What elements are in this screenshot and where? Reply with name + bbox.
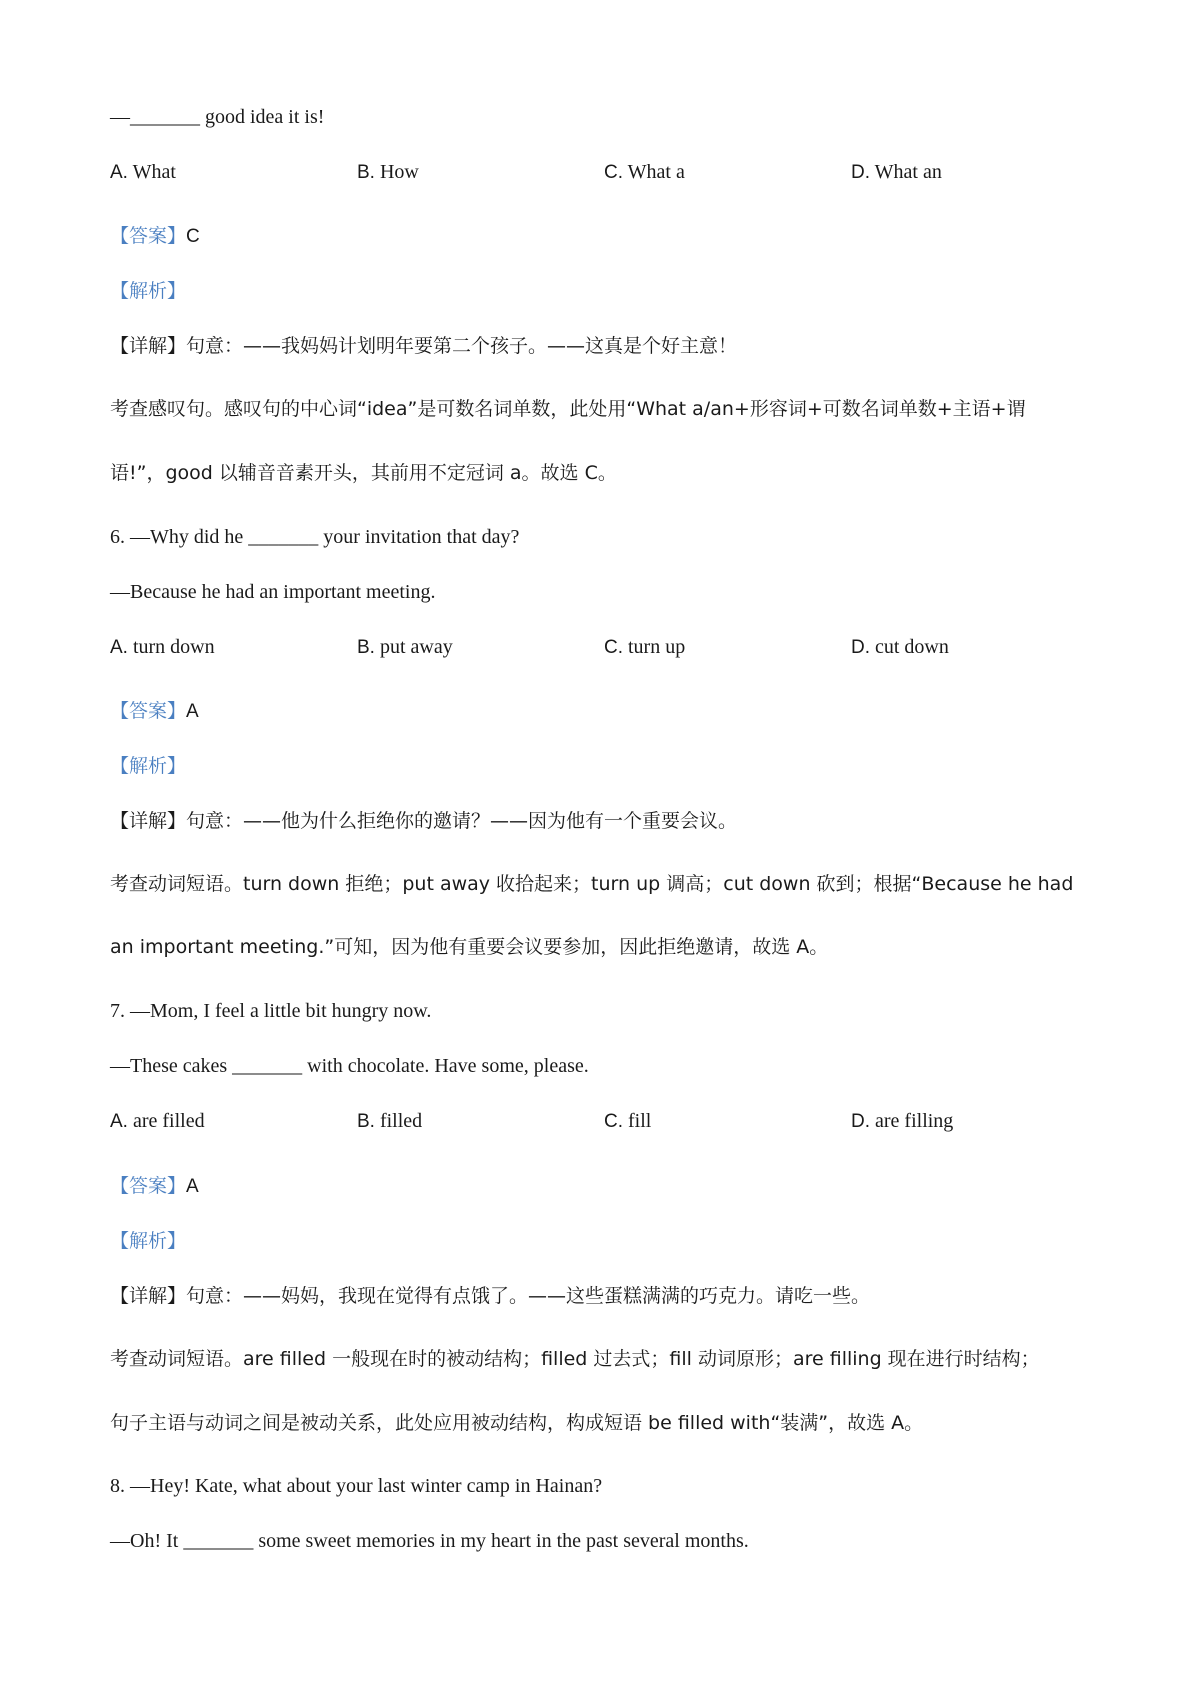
q6-detail: 【详解】句意：——他为什么拒绝你的邀请？——因为他有一个重要会议。 [110, 810, 738, 832]
q7-option-d[interactable]: D. are filling [851, 1110, 954, 1132]
q7-option-c[interactable]: C. fill [604, 1110, 652, 1132]
q7-option-b[interactable]: B. filled [357, 1110, 423, 1132]
q5-stem-line: —_______ good idea it is! [110, 106, 325, 128]
q7-stem-line2: —These cakes _______ with chocolate. Have some, please. [110, 1055, 589, 1077]
q7-answer: 【答案】A [110, 1175, 199, 1197]
q7-detail: 【详解】句意：——妈妈，我现在觉得有点饿了。——这些蛋糕满满的巧克力。请吃一些。 [110, 1285, 871, 1307]
q6-analysis-label: 【解析】 [110, 755, 187, 777]
q5-analysis-label: 【解析】 [110, 280, 187, 302]
q8-stem-line1: 8. —Hey! Kate, what about your last winter camp in Hainan? [110, 1475, 603, 1497]
q6-option-b[interactable]: B. put away [357, 636, 453, 658]
q8-stem-line2: —Oh! It _______ some sweet memories in my heart in the past several months. [110, 1530, 749, 1552]
q6-stem-line2: —Because he had an important meeting. [110, 581, 436, 603]
q7-explanation-line1: 考查动词短语。are filled 一般现在时的被动结构；filled 过去式；fill 动词原形；are filling 现在进行时结构； [110, 1348, 1040, 1370]
q5-option-a[interactable]: A. What [110, 161, 176, 183]
q5-explanation-line1: 考查感叹句。感叹句的中心词“idea”是可数名词单数，此处用“What a/an+形容词+可数名词单数+主语+谓 [110, 398, 1026, 420]
q6-explanation-line2: an important meeting.”可知，因为他有重要会议要参加，因此拒绝邀请，故选 A。 [110, 936, 829, 958]
q5-option-c[interactable]: C. What a [604, 161, 685, 183]
q6-explanation-line1: 考查动词短语。turn down 拒绝；put away 收拾起来；turn up 调高；cut down 砍到；根据“Because he had [110, 873, 1074, 895]
q7-option-a[interactable]: A. are filled [110, 1110, 205, 1132]
q5-option-d[interactable]: D. What an [851, 161, 942, 183]
q5-detail: 【详解】句意：——我妈妈计划明年要第二个孩子。——这真是个好主意！ [110, 335, 738, 357]
q5-explanation-line2: 语!”，good 以辅音音素开头，其前用不定冠词 a。故选 C。 [110, 462, 617, 484]
q7-explanation-line2: 句子主语与动词之间是被动关系，此处应用被动结构，构成短语 be filled with“装满”，故选 A。 [110, 1412, 924, 1434]
q5-option-b[interactable]: B. How [357, 161, 419, 183]
q5-answer: 【答案】C [110, 225, 200, 247]
q6-option-d[interactable]: D. cut down [851, 636, 949, 658]
q7-stem-line1: 7. —Mom, I feel a little bit hungry now. [110, 1000, 432, 1022]
q6-stem-line1: 6. —Why did he _______ your invitation that day? [110, 526, 520, 548]
q6-answer: 【答案】A [110, 700, 199, 722]
q7-analysis-label: 【解析】 [110, 1230, 187, 1252]
q6-option-c[interactable]: C. turn up [604, 636, 686, 658]
q6-option-a[interactable]: A. turn down [110, 636, 215, 658]
